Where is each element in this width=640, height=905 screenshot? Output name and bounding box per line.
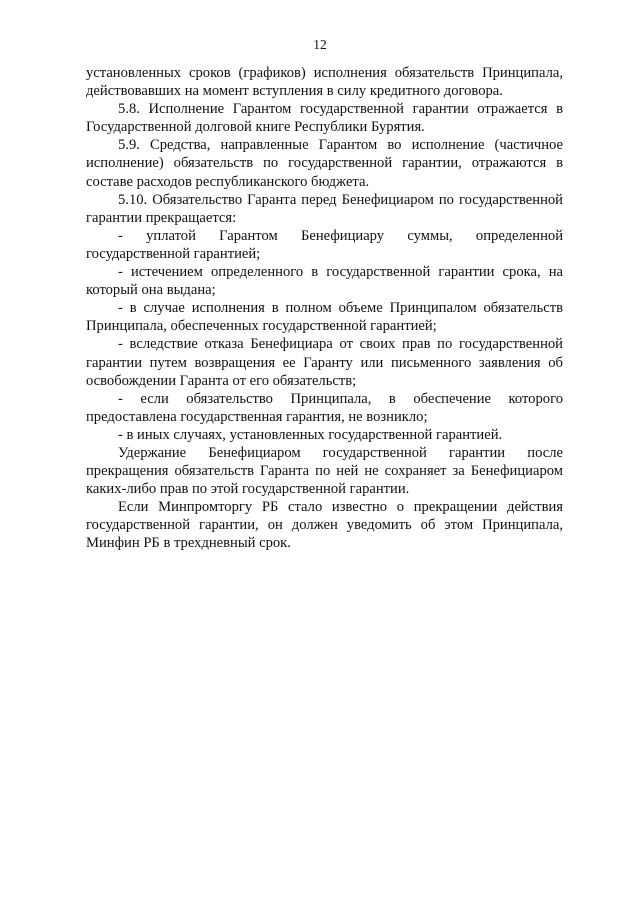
document-body <box>86 64 563 553</box>
list-item-expiry: - истечением определенного в государственной гарантии срока, на который она выдана; <box>86 264 563 299</box>
list-item-payment: - уплатой Гарантом Бенефициару суммы, определенной государственной гарантией; <box>86 227 563 262</box>
paragraph-5-9: 5.9. Средства, направленные Гарантом во исполнение (частичное исполнение) обязательств по государственной гарантии, отражаются в составе расходов республиканского бюджета. <box>86 137 563 190</box>
list-item-refusal: - вследствие отказа Бенефициара от своих прав по государственной гарантии путем возвращения ее Гаранту или письменного заявления об освобождении Гаранта от его обязательств; <box>86 336 563 389</box>
paragraph-notification: Если Минпромторгу РБ стало известно о прекращении действия государственной гарантии, он должен уведомить об этом Принципала, Минфин РБ в трехдневный срок. <box>86 499 563 552</box>
list-item-fulfillment: - в случае исполнения в полном объеме Принципалом обязательств Принципала, обеспеченных государственной гарантией; <box>86 300 563 335</box>
paragraph-retention: Удержание Бенефициаром государственной гарантии после прекращения обязательств Гаранта по ней не сохраняет за Бенефициаром каких-либо прав по этой государственной гарантии. <box>86 444 563 498</box>
paragraph-5-8: 5.8. Исполнение Гарантом государственной гарантии отражается в Государственной долговой книге Республики Бурятия. <box>86 101 563 136</box>
list-item-other-cases: - в иных случаях, установленных государственной гарантией. <box>118 426 503 443</box>
list-item-not-arisen: - если обязательство Принципала, в обеспечение которого предоставлена государственная гарантия, не возникло; <box>86 390 563 425</box>
paragraph-5-10: 5.10. Обязательство Гаранта перед Бенефициаром по государственной гарантии прекращается: <box>86 191 563 226</box>
page-number: 12 <box>313 37 327 52</box>
paragraph-0: установленных сроков (графиков) исполнения обязательств Принципала, действовавших на момент вступления в силу кредитного договора. <box>86 65 563 100</box>
